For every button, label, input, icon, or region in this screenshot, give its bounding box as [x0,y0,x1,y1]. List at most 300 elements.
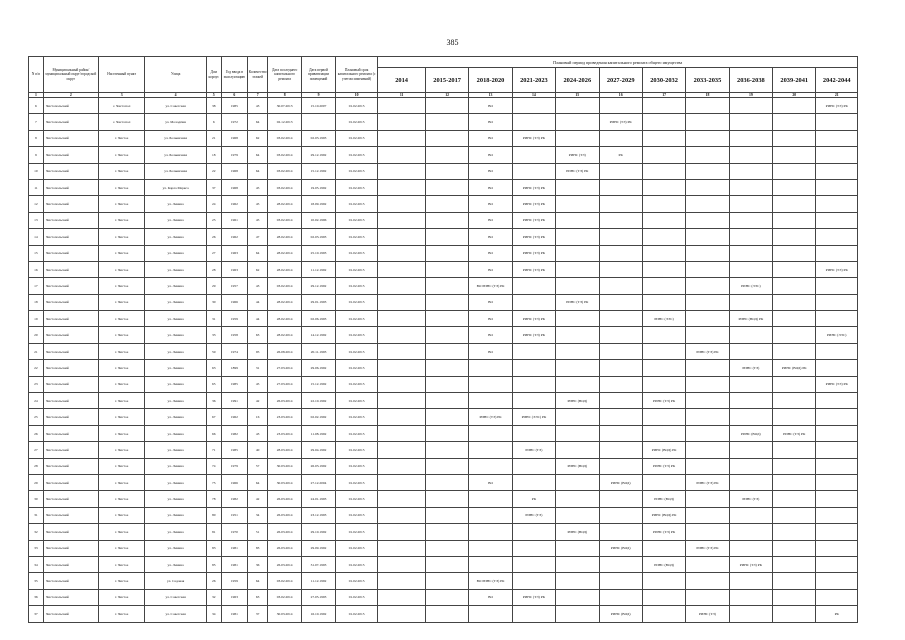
deadline-date-cell: 01.02.2015 [335,589,377,605]
house-cell: 33 [206,327,221,343]
house-cell: 24 [206,196,221,212]
planned-work-cell [773,573,816,589]
street-cell: ул. Ленина [145,212,206,228]
row-number: 14 [29,229,44,245]
district-cell: Чистопольский [43,114,98,130]
settlement-cell: г. Чистое [98,212,145,228]
privatization-date-cell: 27.05.1993 [302,589,336,605]
planned-work-cell [512,163,555,179]
house-cell: 29 [206,278,221,294]
row-number: 21 [29,343,44,359]
planned-work-cell [469,376,512,392]
row-number: 28 [29,458,44,474]
planned-work-cell [425,491,468,507]
row-number: 29 [29,474,44,490]
planned-work-cell: РИНС (ЭЭС) [816,327,858,343]
planned-work-cell [378,163,426,179]
house-cell: 74 [206,458,221,474]
planned-work-cell [686,491,729,507]
privatization-date-cell: 11.12.1992 [302,261,336,277]
district-cell: Чистопольский [43,524,98,540]
floors-cell: 95 [248,343,268,359]
planned-work-cell [686,458,729,474]
planned-work-cell [425,327,468,343]
planned-work-cell [773,212,816,228]
planned-work-cell [773,196,816,212]
planned-work-cell [816,409,858,425]
planned-work-cell [556,311,599,327]
planned-work-cell [773,163,816,179]
deadline-date-cell: 01.02.2015 [335,179,377,195]
district-cell: Чистопольский [43,196,98,212]
planned-work-cell [599,245,642,261]
planned-work-cell [816,212,858,228]
planned-work-cell [425,196,468,212]
planned-work-cell [556,360,599,376]
planned-work-cell [599,278,642,294]
floors-cell: 62 [248,261,268,277]
column-number: 10 [335,93,377,98]
header-floors: Количество этажей [248,57,268,93]
planned-work-cell: РИНС (ТЭ) РК [729,556,772,572]
planned-work-cell [469,458,512,474]
planned-work-cell [556,261,599,277]
privatization-date-cell [302,114,336,130]
planned-work-cell [599,507,642,523]
deadline-date-cell: 01.02.2015 [335,212,377,228]
deadline-date-cell: 01.02.2015 [335,556,377,572]
planned-work-cell: РИНС (ВОД) РК [642,507,685,523]
header-planned-period: Плановый период проведения капитального ремонта общего имущества [378,57,858,68]
planned-work-cell [378,540,426,556]
year-built-cell: 1968 [221,179,247,195]
planned-work-cell [773,393,816,409]
district-cell: Чистопольский [43,130,98,146]
planned-work-cell: РИНС (ТЭ) РК [599,114,642,130]
planned-work-cell [425,261,468,277]
settlement-cell: г. Чистое [98,458,145,474]
planned-work-cell [686,261,729,277]
header-street: Улица [145,57,206,93]
year-built-cell: 1985 [221,442,247,458]
planned-work-cell [773,524,816,540]
district-cell: Чистопольский [43,376,98,392]
planned-work-cell [378,507,426,523]
planned-work-cell [378,261,426,277]
planned-work-cell [773,556,816,572]
planned-work-cell: РИНС (ВОД) [556,524,599,540]
year-built-cell: 1961 [221,212,247,228]
table-row [29,589,858,605]
planned-work-cell: РИНС (ТЭ) РК [556,294,599,310]
planned-work-cell [599,98,642,114]
district-cell: Чистопольский [43,212,98,228]
privatization-date-cell: 29.12.1992 [302,147,336,163]
planned-work-cell [729,245,772,261]
row-number: 6 [29,98,44,114]
year-built-cell: 1963 [221,245,247,261]
planned-work-cell [599,229,642,245]
column-number: 1 [29,93,44,98]
row-number: 12 [29,196,44,212]
floors-cell: 64 [248,163,268,179]
district-cell: Чистопольский [43,458,98,474]
planned-work-cell [512,114,555,130]
planned-work-cell [425,278,468,294]
planned-work-cell [686,130,729,146]
planned-work-cell [556,278,599,294]
table-row [29,376,858,392]
street-cell: ул. Ленина [145,311,206,327]
planned-work-cell: РИНС (ТЭ) [686,606,729,622]
last-repair-date-cell: 30.03.2014 [268,474,302,490]
last-repair-date-cell: 30.03.2014 [268,458,302,474]
planned-work-cell [599,458,642,474]
house-cell: 59 [206,343,221,359]
deadline-date-cell: 01.02.2015 [335,130,377,146]
planned-work-cell [425,294,468,310]
deadline-date-cell: 01.02.2015 [335,474,377,490]
privatization-date-cell: 29.09.1992 [302,540,336,556]
district-cell: Чистопольский [43,360,98,376]
planned-work-cell [378,130,426,146]
planned-work-cell [378,458,426,474]
column-number: 8 [268,93,302,98]
planned-work-cell [425,573,468,589]
last-repair-date-cell: 28.02.2014 [268,327,302,343]
privatization-date-cell: 11.08.1992 [302,425,336,441]
planned-work-cell [686,163,729,179]
deadline-date-cell: 01.02.2015 [335,294,377,310]
settlement-cell: с. Чистопол [98,98,145,114]
row-number: 27 [29,442,44,458]
privatization-date-cell: 27.12.2004 [302,474,336,490]
header-year-period: 2042-2044 [816,68,858,93]
last-repair-date-cell: 30.03.2014 [268,606,302,622]
floors-cell: 51 [248,524,268,540]
planned-work-cell [816,474,858,490]
district-cell: Чистопольский [43,327,98,343]
planned-work-cell [686,524,729,540]
planned-work-cell [729,130,772,146]
deadline-date-cell: 01.02.2015 [335,147,377,163]
planned-work-cell [816,393,858,409]
planned-work-cell [378,360,426,376]
planned-work-cell: РИНС (ВОД) [599,474,642,490]
planned-work-cell [816,179,858,195]
last-repair-date-cell: 02.12.2013 [268,114,302,130]
planned-work-cell [599,360,642,376]
planned-work-cell: ВО [469,163,512,179]
header-year-period: 2018-2020 [469,68,512,93]
planned-work-cell [773,589,816,605]
planned-work-cell [556,606,599,622]
privatization-date-cell: 23.12.1993 [302,507,336,523]
floors-cell: 47 [248,229,268,245]
planned-work-cell [556,229,599,245]
floors-cell: 16 [248,409,268,425]
floors-cell: 64 [248,114,268,130]
planned-work-cell: РК [599,147,642,163]
house-cell: 85 [206,556,221,572]
planned-work-cell [469,442,512,458]
street-cell: ул. Садовая [145,573,206,589]
street-cell: ул. Ленина [145,524,206,540]
privatization-date-cell: 16.10.1992 [302,606,336,622]
planned-work-cell: РИНС (ТЭ) РК [816,376,858,392]
settlement-cell: г. Чистое [98,409,145,425]
settlement-cell: г. Чистое [98,278,145,294]
table-row [29,343,858,359]
planned-work-cell [556,114,599,130]
planned-work-cell [469,360,512,376]
planned-work-cell [378,343,426,359]
planned-work-cell [642,179,685,195]
table-row [29,425,858,441]
deadline-date-cell: 01.02.2015 [335,261,377,277]
house-cell: 21 [206,130,221,146]
planned-work-cell: РИНС (ВОД) [556,393,599,409]
district-cell: Чистопольский [43,311,98,327]
year-built-cell: 1962 [221,409,247,425]
planned-work-cell [378,409,426,425]
deadline-date-cell: 01.02.2015 [335,311,377,327]
table-row [29,393,858,409]
planned-work-cell [729,294,772,310]
planned-work-cell [599,524,642,540]
planned-work-cell: РИНС (ТЭ) [556,147,599,163]
settlement-cell: г. Чистое [98,556,145,572]
planned-work-cell [425,606,468,622]
street-cell: ул. Ленина [145,556,206,572]
planned-work-cell [425,212,468,228]
street-cell: ул. Ленина [145,196,206,212]
planned-work-cell [729,163,772,179]
planned-work-cell [425,163,468,179]
deadline-date-cell: 01.02.2015 [335,327,377,343]
privatization-date-cell: 02.03.1993 [302,229,336,245]
street-cell: ул. Ленина [145,360,206,376]
planned-work-cell [556,376,599,392]
settlement-cell: г. Чистое [98,573,145,589]
last-repair-date-cell: 03.02.2014 [268,163,302,179]
planned-work-cell [425,507,468,523]
year-built-cell: 1963 [221,261,247,277]
privatization-date-cell: 20.11.1993 [302,343,336,359]
last-repair-date-cell: 28.02.2014 [268,196,302,212]
planned-work-cell [642,589,685,605]
row-number: 36 [29,589,44,605]
row-number: 25 [29,409,44,425]
planned-work-cell [469,540,512,556]
capital-repair-register-table [28,56,858,623]
planned-work-cell: ВО [469,245,512,261]
last-repair-date-cell: 23.03.2014 [268,409,302,425]
header-district: Муниципальный район/муниципальный округ/городской округ [43,57,98,93]
planned-work-cell [556,442,599,458]
planned-work-cell [773,229,816,245]
year-built-cell: 1981 [221,556,247,572]
planned-work-cell [816,556,858,572]
planned-work-cell: ВО РИНС (ТЭ) РК [469,573,512,589]
planned-work-cell [599,163,642,179]
street-cell: ул. Больничная [145,130,206,146]
settlement-cell: г. Чистое [98,327,145,343]
row-number: 17 [29,278,44,294]
page-number: 385 [446,38,459,47]
planned-work-cell [816,245,858,261]
settlement-cell: г. Чистое [98,491,145,507]
row-number: 10 [29,163,44,179]
planned-work-cell: РИНС (ТЭ) РК [642,458,685,474]
last-repair-date-cell: 03.02.2014 [268,130,302,146]
planned-work-cell [599,589,642,605]
planned-work-cell [378,311,426,327]
planned-work-cell [378,294,426,310]
floors-cell: 63 [248,327,268,343]
row-number: 30 [29,491,44,507]
planned-work-cell: РИНС (ЭЭС) [642,311,685,327]
planned-work-cell [642,278,685,294]
planned-work-cell [642,294,685,310]
planned-work-cell [425,376,468,392]
planned-work-cell [773,261,816,277]
planned-work-cell [686,393,729,409]
settlement-cell: г. Чистое [98,130,145,146]
planned-work-cell: РИНС (ТЭ) РК [512,130,555,146]
year-built-cell: 1982 [221,425,247,441]
header-year-period: 2030-2032 [642,68,685,93]
planned-work-cell [642,245,685,261]
planned-work-cell: РИНС (ТЭ) [512,442,555,458]
planned-work-cell [686,179,729,195]
planned-work-cell: РИНС (ТЭ) РК [686,540,729,556]
year-built-cell: 1982 [221,491,247,507]
planned-work-cell [425,393,468,409]
planned-work-cell [816,507,858,523]
settlement-cell: г. Чистое [98,393,145,409]
planned-work-cell [378,474,426,490]
row-number: 15 [29,245,44,261]
header-house: Дом корпус [206,57,221,93]
settlement-cell: г. Чистое [98,442,145,458]
row-number: 35 [29,573,44,589]
column-number: 5 [206,93,221,98]
last-repair-date-cell: 26.08.2014 [268,343,302,359]
planned-work-cell [512,278,555,294]
floors-cell: 44 [248,294,268,310]
planned-work-cell: ВО [469,474,512,490]
last-repair-date-cell: 28.02.2014 [268,229,302,245]
house-cell: 26 [206,229,221,245]
planned-work-cell: ВО [469,261,512,277]
house-cell: 26 [206,573,221,589]
planned-work-cell [773,343,816,359]
planned-work-cell [556,212,599,228]
privatization-date-cell: 19.05.1992 [302,179,336,195]
planned-work-cell [816,229,858,245]
column-number: 21 [816,93,858,98]
planned-work-cell: РИНС (ТЭ) [512,507,555,523]
house-cell: 38 [206,98,221,114]
settlement-cell: г. Чистое [98,606,145,622]
settlement-cell: г. Чистое [98,245,145,261]
planned-work-cell [729,393,772,409]
planned-work-cell [556,589,599,605]
table-row [29,556,858,572]
planned-work-cell [599,425,642,441]
last-repair-date-cell: 28.02.2014 [268,245,302,261]
header-year-period: 2027-2029 [599,68,642,93]
floors-cell: 42 [248,491,268,507]
planned-work-cell [773,442,816,458]
year-built-cell: 1966 [221,474,247,490]
planned-work-cell [773,606,816,622]
planned-work-cell [816,589,858,605]
planned-work-cell: ВО [469,196,512,212]
year-built-cell: 1962 [221,229,247,245]
planned-work-cell [773,376,816,392]
street-cell: ул. Советская [145,98,206,114]
deadline-date-cell: 01.02.2015 [335,606,377,622]
planned-work-cell [729,458,772,474]
planned-work-cell: РИНС (ТЭ) [729,360,772,376]
column-number: 3 [98,93,145,98]
header-year-period: 2021-2023 [512,68,555,93]
planned-work-cell [642,376,685,392]
planned-work-cell [816,573,858,589]
planned-work-cell [378,524,426,540]
planned-work-cell: ВО [469,294,512,310]
street-cell: ул. Советская [145,589,206,605]
planned-work-cell [425,130,468,146]
planned-work-cell [512,425,555,441]
table-row [29,261,858,277]
header-last-repair: Дата последнего капитального ремонта [268,57,302,93]
settlement-cell: г. Чистое [98,540,145,556]
planned-work-cell [729,442,772,458]
house-cell: 37 [206,179,221,195]
privatization-date-cell: 29.12.1992 [302,278,336,294]
planned-work-cell [512,606,555,622]
settlement-cell: г. Чистое [98,589,145,605]
column-number: 19 [729,93,772,98]
planned-work-cell [642,425,685,441]
last-repair-date-cell: 26.03.2014 [268,524,302,540]
row-number: 18 [29,294,44,310]
planned-work-cell [556,540,599,556]
column-number: 9 [302,93,336,98]
planned-work-cell [425,589,468,605]
planned-work-cell [469,507,512,523]
privatization-date-cell: 29.10.1992 [302,524,336,540]
privatization-date-cell: 29.04.1992 [302,442,336,458]
last-repair-date-cell: 28.03.2014 [268,442,302,458]
row-number: 11 [29,179,44,195]
planned-work-cell [378,327,426,343]
planned-work-cell: РИНС (ТЭ) [729,491,772,507]
planned-work-cell [642,212,685,228]
privatization-date-cell: 29.01.1993 [302,294,336,310]
year-built-cell: 1985 [221,98,247,114]
planned-work-cell [425,114,468,130]
settlement-cell: г. Чистое [98,507,145,523]
planned-work-cell [686,425,729,441]
planned-work-cell [556,409,599,425]
deadline-date-cell: 01.02.2015 [335,491,377,507]
column-number: 7 [248,93,268,98]
row-number: 32 [29,524,44,540]
